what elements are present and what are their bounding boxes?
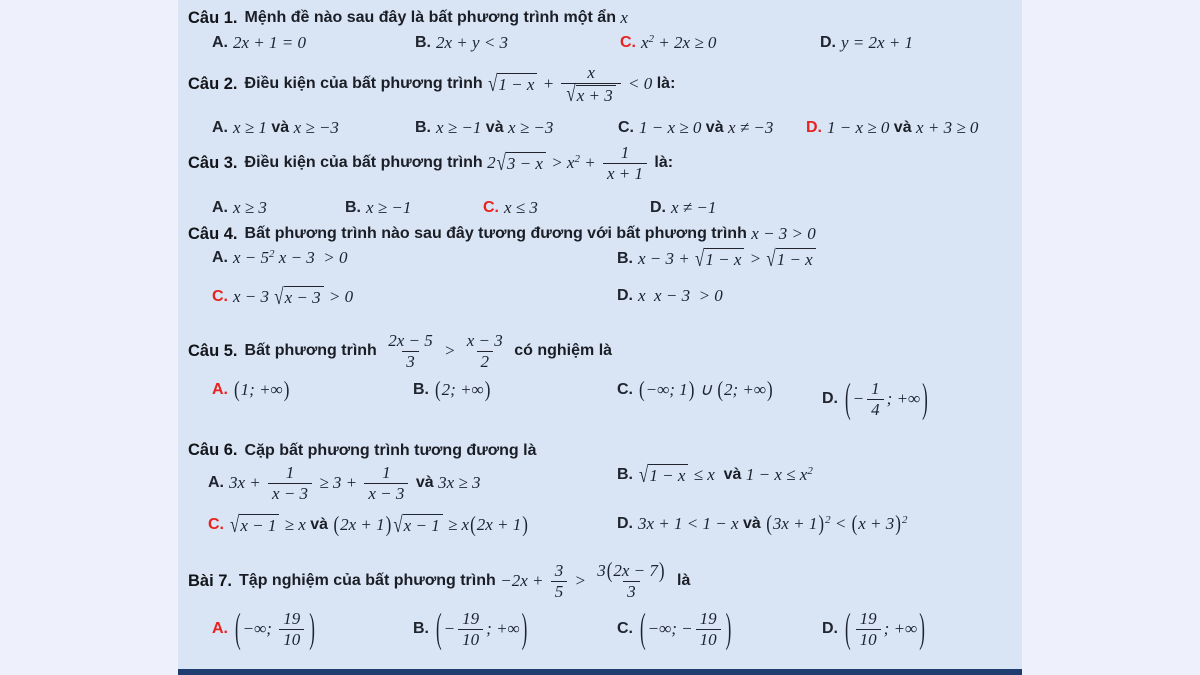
square-root: √ 1 − x xyxy=(695,248,744,270)
math-text: + xyxy=(579,153,600,173)
math-text: 2 xyxy=(487,153,496,173)
radical-sign: √ xyxy=(274,283,284,310)
plain-text: và xyxy=(266,119,294,136)
parenthesized-group: ( 1; +∞ ) xyxy=(234,377,290,402)
radical-sign: √ xyxy=(393,511,403,538)
superscript: 2 xyxy=(648,33,655,45)
question-stem xyxy=(188,332,612,371)
parenthesized-group xyxy=(434,604,529,652)
left-paren: ( xyxy=(333,512,340,537)
math-text: ; +∞ xyxy=(886,389,921,409)
parenthesized-group xyxy=(843,374,930,422)
math-text: 2x + 1 = 0 xyxy=(233,33,306,52)
radical-sign: √ xyxy=(639,461,649,488)
math-text: x − 3 + xyxy=(638,249,694,268)
option-letter: A. xyxy=(212,199,228,216)
question-stem xyxy=(188,64,675,105)
answer-option xyxy=(483,198,538,218)
fraction: $\frac{19}{10}$ xyxy=(458,610,483,649)
math-text: 1 − x ≥ 0 xyxy=(827,118,890,137)
plain-text: Điều kiện của bất phương trình xyxy=(244,75,488,93)
math-text: x x − 3 > 0 xyxy=(638,286,723,305)
left-paren: ( xyxy=(766,511,772,536)
math-text: −2x + xyxy=(500,571,548,591)
left-paren: ( xyxy=(639,377,645,402)
plain-text: có nghiệm là xyxy=(509,342,613,360)
math-text: < xyxy=(830,514,851,533)
option-letter: D. xyxy=(822,390,838,408)
answer-option xyxy=(820,33,913,53)
math-text: ; +∞ xyxy=(883,619,918,639)
plain-text: Bất phương trình xyxy=(244,342,382,360)
square-root: √ 1 − x xyxy=(639,464,688,486)
math-text: ≥ x xyxy=(280,515,306,534)
question-stem xyxy=(188,224,816,244)
left-paren: ( xyxy=(436,604,442,652)
answer-option xyxy=(617,461,813,488)
math-text: −∞; − xyxy=(647,619,693,639)
option-letter: B. xyxy=(415,119,431,136)
right-paren: ) xyxy=(688,377,695,402)
math-text: x ≥ −3 xyxy=(293,118,339,137)
square-root: √ 1 − x xyxy=(766,248,815,270)
option-letter: C. xyxy=(620,34,636,51)
plain-text: và xyxy=(701,119,729,136)
option-letter: D. xyxy=(617,515,633,532)
answer-option xyxy=(212,33,306,53)
radical-sign: √ xyxy=(566,80,576,107)
question-label: Câu 1. xyxy=(188,8,238,27)
fraction: $\frac{19}{10}$ xyxy=(696,610,721,649)
radical-sign: √ xyxy=(230,511,240,538)
answer-option xyxy=(415,33,508,53)
left-paren: ( xyxy=(845,604,851,652)
right-paren: ) xyxy=(522,512,528,537)
answer-option xyxy=(617,377,774,402)
left-paren: ( xyxy=(717,377,723,402)
square-root: √ x − 1 xyxy=(230,514,279,536)
question-label: Câu 5. xyxy=(188,341,238,360)
parenthesized-group: ( 2x + 1 ) xyxy=(333,512,392,537)
answer-option xyxy=(212,118,339,138)
answer-option xyxy=(620,33,716,53)
option-letter: C. xyxy=(618,119,634,136)
option-letter: A. xyxy=(212,249,228,266)
right-paren: ) xyxy=(484,377,491,402)
right-paren: ) xyxy=(767,377,773,402)
fraction: $\frac{3}{5}$ xyxy=(551,562,568,601)
fraction: x √ x + 3 xyxy=(561,64,620,105)
option-letter: A. xyxy=(212,34,228,51)
fraction: $\frac{1}{x - 3}$ xyxy=(364,464,408,503)
math-text: x − 3 > 0 xyxy=(751,224,816,243)
parenthesized-group: ( 2x + 1 ) xyxy=(470,512,528,537)
option-letter: C. xyxy=(212,288,228,305)
option-letter: C. xyxy=(617,620,633,638)
math-text: 3 xyxy=(597,561,606,580)
answer-option xyxy=(617,245,817,272)
right-paren: ) xyxy=(521,604,528,652)
answer-option xyxy=(415,118,553,138)
option-letter: A. xyxy=(212,620,228,638)
option-letter: D. xyxy=(822,620,838,638)
fraction: $\frac{2x - 5}{3}$ xyxy=(388,331,433,371)
left-paren: ( xyxy=(606,558,613,583)
square-root: √ x − 3 xyxy=(274,286,323,308)
option-letter: A. xyxy=(208,474,224,492)
plain-text: và xyxy=(411,474,439,492)
option-letter: D. xyxy=(650,199,666,216)
parenthesized-group: ( 2; +∞ ) xyxy=(717,377,773,402)
math-text: ≥ x xyxy=(443,515,470,534)
left-paren: ( xyxy=(470,512,476,537)
answer-option xyxy=(208,511,529,538)
plain-text: là xyxy=(672,572,691,590)
answer-option xyxy=(806,118,978,138)
plain-text: và xyxy=(714,466,746,483)
math-text: > xyxy=(745,249,766,268)
left-paren: ( xyxy=(435,377,441,402)
fraction: $\frac{1}{x + 1}$ xyxy=(603,144,647,183)
math-text: > x xyxy=(546,153,575,173)
math-text: x − 3 xyxy=(233,287,274,306)
math-text: − xyxy=(443,619,456,639)
answer-option xyxy=(822,374,930,422)
plain-text: và xyxy=(481,119,509,136)
question-stem xyxy=(188,8,628,28)
plain-text: Tập nghiệm của bất phương trình xyxy=(239,572,501,590)
superscript: 2 xyxy=(574,153,580,166)
exam-slide xyxy=(178,0,1022,675)
math-text: x ≤ 3 xyxy=(504,198,538,217)
parenthesized-group xyxy=(843,604,927,652)
answer-option xyxy=(650,198,716,218)
left-paren: ( xyxy=(851,511,858,536)
plain-text: Cặp bất phương trình tương đương là xyxy=(244,441,537,459)
answer-option xyxy=(212,283,354,310)
square-root: √ 3 − x xyxy=(497,152,546,174)
parenthesized-group: ( 2x − 7 ) xyxy=(606,558,665,583)
math-text: ≤ x xyxy=(689,465,715,484)
radical-sign: √ xyxy=(496,150,506,176)
answer-option xyxy=(208,464,480,503)
plain-text: là: xyxy=(649,154,674,172)
option-letter: B. xyxy=(345,199,361,216)
plain-text: là: xyxy=(652,75,676,93)
question-stem xyxy=(188,144,673,183)
question-label: Câu 2. xyxy=(188,74,238,93)
option-letter: A. xyxy=(212,119,228,136)
math-text: ; +∞ xyxy=(486,619,520,639)
right-paren: ) xyxy=(895,511,901,536)
parenthesized-group: ( −∞; 1 ) xyxy=(639,377,695,402)
plain-text: và xyxy=(889,119,917,136)
math-text: 2x + y < 3 xyxy=(436,33,509,52)
left-paren: ( xyxy=(640,604,646,652)
plain-text: và xyxy=(305,516,333,533)
answer-option xyxy=(413,377,491,402)
radical-sign: √ xyxy=(766,245,776,272)
math-text: > xyxy=(570,571,591,591)
option-letter: B. xyxy=(413,381,429,398)
question-label: Bài 7. xyxy=(188,571,233,590)
right-paren: ) xyxy=(818,511,825,536)
math-text: 1 − x ≤ x xyxy=(745,465,808,484)
math-text: x xyxy=(620,8,628,27)
parenthesized-group xyxy=(233,604,317,652)
math-text: 3x ≥ 3 xyxy=(438,473,481,493)
left-paren: ( xyxy=(845,374,851,422)
question-stem xyxy=(188,558,691,601)
right-paren: ) xyxy=(922,374,928,422)
option-letter: D. xyxy=(820,34,836,51)
math-text: x ≥ 1 xyxy=(233,118,267,137)
math-text: −∞; xyxy=(242,619,277,639)
math-text: + xyxy=(538,74,559,94)
fraction: $\frac{1}{4}$ xyxy=(867,380,884,419)
math-text: x ≥ −3 xyxy=(508,118,554,137)
option-letter: A. xyxy=(212,381,228,398)
math-text: x ≠ −1 xyxy=(671,198,717,217)
math-text: x ≥ −1 xyxy=(436,118,482,137)
option-letter: B. xyxy=(413,620,429,638)
math-text: x ≥ −1 xyxy=(366,198,412,217)
option-letter: C. xyxy=(617,381,633,398)
math-text: ≥ 3 + xyxy=(315,473,362,493)
option-letter: D. xyxy=(617,287,633,304)
parenthesized-group: ( 3x + 1 ) xyxy=(766,511,825,536)
question-stem xyxy=(188,441,537,460)
plain-text: Điều kiện của bất phương trình xyxy=(244,154,488,172)
math-text: x − 5 xyxy=(233,248,270,267)
plain-text: Bất phương trình nào sau đây tương đương với bất phương trình xyxy=(244,225,752,242)
answer-option xyxy=(617,604,733,652)
radical-sign: √ xyxy=(695,245,705,272)
left-paren: ( xyxy=(234,377,240,402)
fraction: $\frac{19}{10}$ xyxy=(279,610,304,649)
math-text: 3x + xyxy=(229,473,266,493)
fraction: 3 ( 2x − 7 ) 3 xyxy=(597,558,665,601)
math-text: ∪ xyxy=(695,380,717,399)
math-text: x + 3 ≥ 0 xyxy=(916,118,979,137)
answer-option xyxy=(618,118,773,138)
math-text: x − 3 > 0 xyxy=(274,248,348,267)
math-text: x ≥ 3 xyxy=(233,198,267,217)
answer-option xyxy=(617,511,908,536)
question-label: Câu 3. xyxy=(188,153,238,172)
math-text: − xyxy=(852,389,865,409)
right-paren: ) xyxy=(919,604,925,652)
math-text: 1 − x ≥ 0 xyxy=(639,118,702,137)
answer-option xyxy=(617,286,723,306)
math-text: < 0 xyxy=(623,74,653,94)
math-text: y = 2x + 1 xyxy=(841,33,914,52)
answer-option xyxy=(212,248,348,268)
parenthesized-group: ( x + 3 ) xyxy=(851,511,901,536)
answer-option xyxy=(212,604,317,652)
answer-option xyxy=(212,198,267,218)
superscript: 2 xyxy=(807,465,813,477)
question-label: Câu 4. xyxy=(188,224,238,243)
right-paren: ) xyxy=(725,604,732,652)
right-paren: ) xyxy=(658,558,665,583)
square-root: √ x + 3 xyxy=(566,85,615,105)
superscript: 2 xyxy=(901,514,908,526)
right-paren: ) xyxy=(283,377,290,402)
superscript: 2 xyxy=(825,514,831,526)
right-paren: ) xyxy=(385,512,392,537)
fraction: $\frac{1}{x - 3}$ xyxy=(268,464,312,503)
answer-option xyxy=(413,604,529,652)
square-root: √ x − 1 xyxy=(393,514,442,536)
math-text: x ≠ −3 xyxy=(728,118,774,137)
superscript: 2 xyxy=(269,248,275,260)
answer-option xyxy=(822,604,927,652)
fraction: $\frac{x - 3}{2}$ xyxy=(466,331,503,371)
option-letter: D. xyxy=(806,119,822,136)
right-paren: ) xyxy=(309,604,315,652)
option-letter: B. xyxy=(617,466,633,483)
math-text: > 0 xyxy=(324,287,354,306)
option-letter: C. xyxy=(208,516,224,533)
parenthesized-group xyxy=(638,604,733,652)
answer-option xyxy=(212,377,290,402)
option-letter: B. xyxy=(617,250,633,267)
math-text: + 2x ≥ 0 xyxy=(654,33,717,52)
answer-option xyxy=(345,198,411,218)
radical-sign: √ xyxy=(488,71,498,97)
math-text: 3x + 1 < 1 − x xyxy=(638,514,739,533)
math-text: > xyxy=(439,341,460,361)
parenthesized-group: ( 2; +∞ ) xyxy=(435,377,491,402)
question-label: Câu 6. xyxy=(188,441,238,459)
option-letter: C. xyxy=(483,199,499,216)
plain-text: và xyxy=(738,515,766,532)
square-root: √ 1 − x xyxy=(488,73,537,95)
option-letter: B. xyxy=(415,34,431,51)
plain-text: Mệnh đề nào sau đây là bất phương trình một ẩn xyxy=(244,9,621,26)
math-text: x xyxy=(641,33,649,52)
fraction: $\frac{19}{10}$ xyxy=(856,610,881,649)
bottom-accent-bar xyxy=(178,669,1022,675)
left-paren: ( xyxy=(235,604,241,652)
